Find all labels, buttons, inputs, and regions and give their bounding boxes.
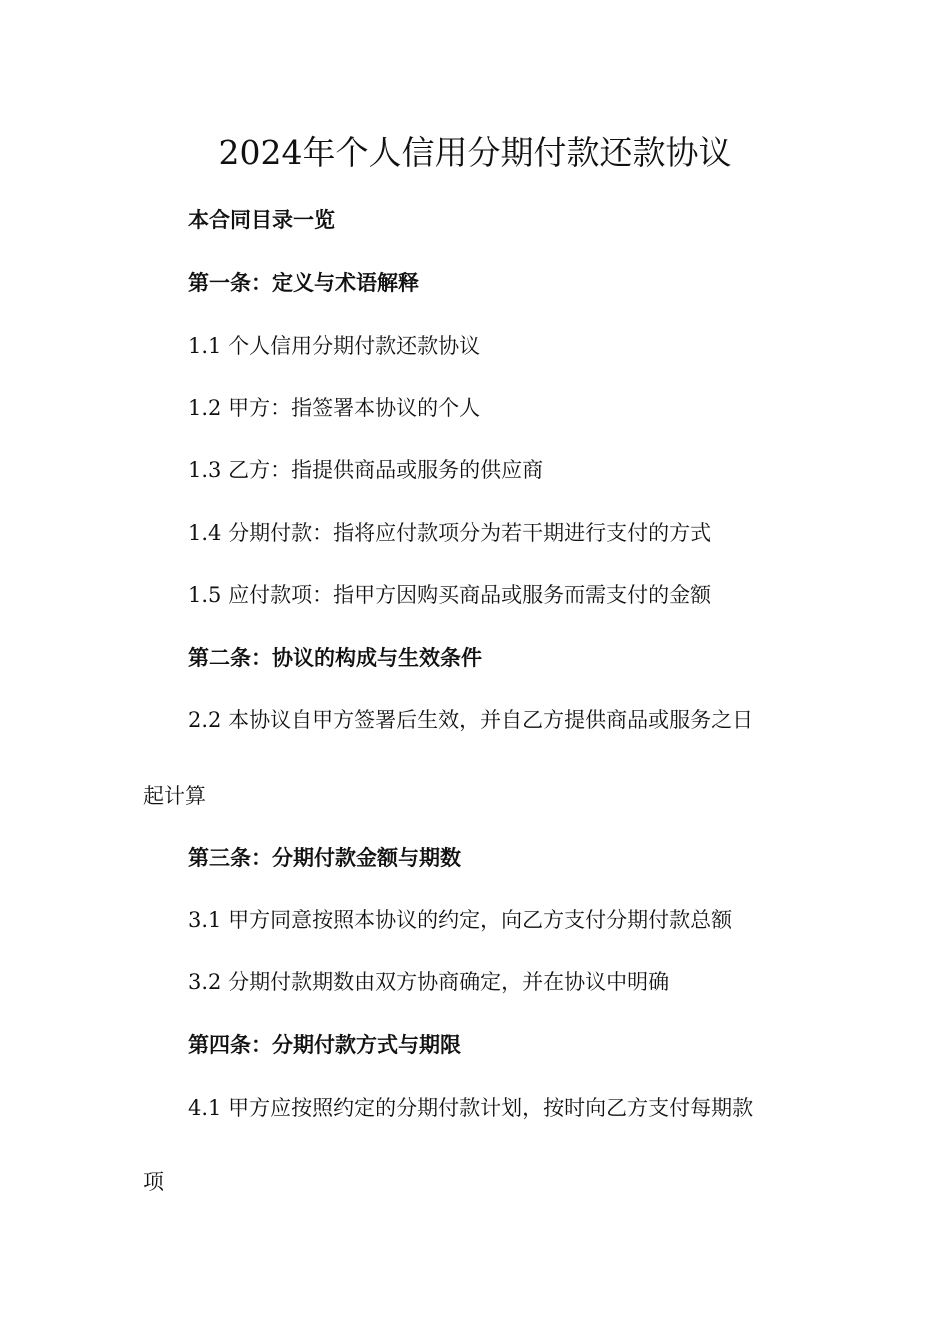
article-3-heading: 第三条：分期付款金额与期数 [188, 845, 461, 870]
clause-2-2-continued: 起计算 [143, 784, 206, 808]
clause-1-1: 1.1 个人信用分期付款还款协议 [188, 334, 481, 358]
toc-heading: 本合同目录一览 [188, 207, 335, 232]
clause-1-2: 1.2 甲方：指签署本协议的个人 [188, 396, 481, 420]
clause-4-1-continued: 项 [143, 1170, 164, 1194]
article-4-heading: 第四条：分期付款方式与期限 [188, 1032, 461, 1057]
article-2-heading: 第二条：协议的构成与生效条件 [188, 645, 482, 670]
clause-3-2: 3.2 分期付款期数由双方协商确定，并在协议中明确 [188, 970, 670, 994]
clause-4-1: 4.1 甲方应按照约定的分期付款计划，按时向乙方支付每期款 [188, 1096, 754, 1120]
clause-1-5: 1.5 应付款项：指甲方因购买商品或服务而需支付的金额 [188, 583, 712, 607]
clause-2-2: 2.2 本协议自甲方签署后生效，并自乙方提供商品或服务之日 [188, 708, 754, 732]
document-title: 2024年个人信用分期付款还款协议 [218, 133, 732, 172]
clause-1-3: 1.3 乙方：指提供商品或服务的供应商 [188, 458, 544, 482]
clause-3-1: 3.1 甲方同意按照本协议的约定，向乙方支付分期付款总额 [188, 908, 733, 932]
article-1-heading: 第一条：定义与术语解释 [188, 270, 419, 295]
clause-1-4: 1.4 分期付款：指将应付款项分为若干期进行支付的方式 [188, 521, 712, 545]
